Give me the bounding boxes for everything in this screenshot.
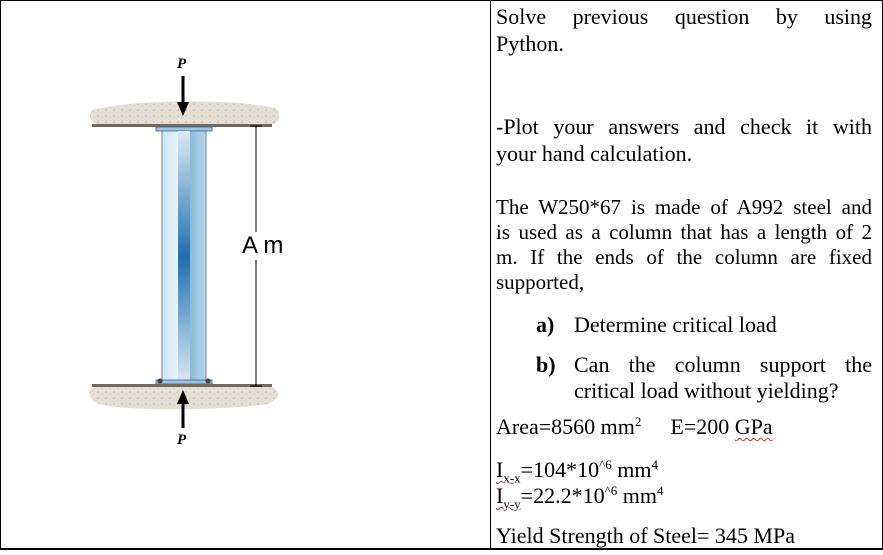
ixx-unit: mm bbox=[611, 457, 652, 482]
problem-line-4: supported, bbox=[496, 270, 585, 294]
iyy-line bbox=[496, 483, 872, 512]
heading-line-1: Solve previous question by using bbox=[496, 4, 872, 29]
load-label-bottom: P bbox=[177, 432, 187, 448]
problem-line-3: m. If the ends of the column are fixed bbox=[496, 245, 872, 269]
item-a-marker: a) bbox=[536, 312, 555, 337]
ixx-unit-sup: 4 bbox=[651, 457, 658, 472]
iyy-value: =22.2*10 bbox=[520, 483, 605, 508]
plot-line-2: your hand calculation. bbox=[496, 141, 693, 166]
item-b-marker: b) bbox=[536, 352, 556, 377]
ixx-line bbox=[496, 457, 872, 486]
iyy-exponent: ^6 bbox=[604, 483, 618, 498]
problem-line-2: is used as a column that has a length of 2 bbox=[496, 220, 872, 244]
load-label-top: P bbox=[177, 56, 187, 72]
plot-line-1: -Plot your answers and check it with bbox=[496, 114, 872, 139]
item-b-line-1: Can the column support the bbox=[574, 352, 872, 377]
steel-column bbox=[156, 127, 212, 384]
item-b-line-2: critical load without yielding? bbox=[574, 378, 839, 403]
ixx-symbol: $I_{x-x}$ bbox=[496, 457, 521, 486]
ixx-value: =104*10 bbox=[520, 457, 600, 482]
iyy-unit: mm bbox=[617, 483, 657, 508]
modulus-unit: GPa bbox=[734, 414, 773, 439]
length-label: A m bbox=[242, 232, 284, 259]
problem-line-1: The W250*67 is made of A992 steel and bbox=[496, 195, 872, 219]
problem-text-panel bbox=[492, 0, 872, 550]
iyy-symbol: $I_{y-y}$ bbox=[496, 483, 521, 512]
modulus-label: E=200 bbox=[670, 414, 730, 439]
column-divider bbox=[490, 0, 491, 550]
bottom-separator bbox=[0, 548, 883, 549]
ixx-exponent: ^6 bbox=[599, 457, 612, 472]
area-label: Area=8560 mm bbox=[496, 414, 635, 439]
item-a-text: Determine critical load bbox=[574, 312, 777, 337]
area-modulus-line bbox=[496, 414, 872, 440]
heading-line-2: Python. bbox=[496, 31, 564, 56]
iyy-unit-sup: 4 bbox=[656, 483, 664, 498]
yield-strength-line: Yield Strength of Steel= 345 MPa bbox=[496, 523, 795, 548]
area-superscript: 2 bbox=[634, 414, 642, 429]
